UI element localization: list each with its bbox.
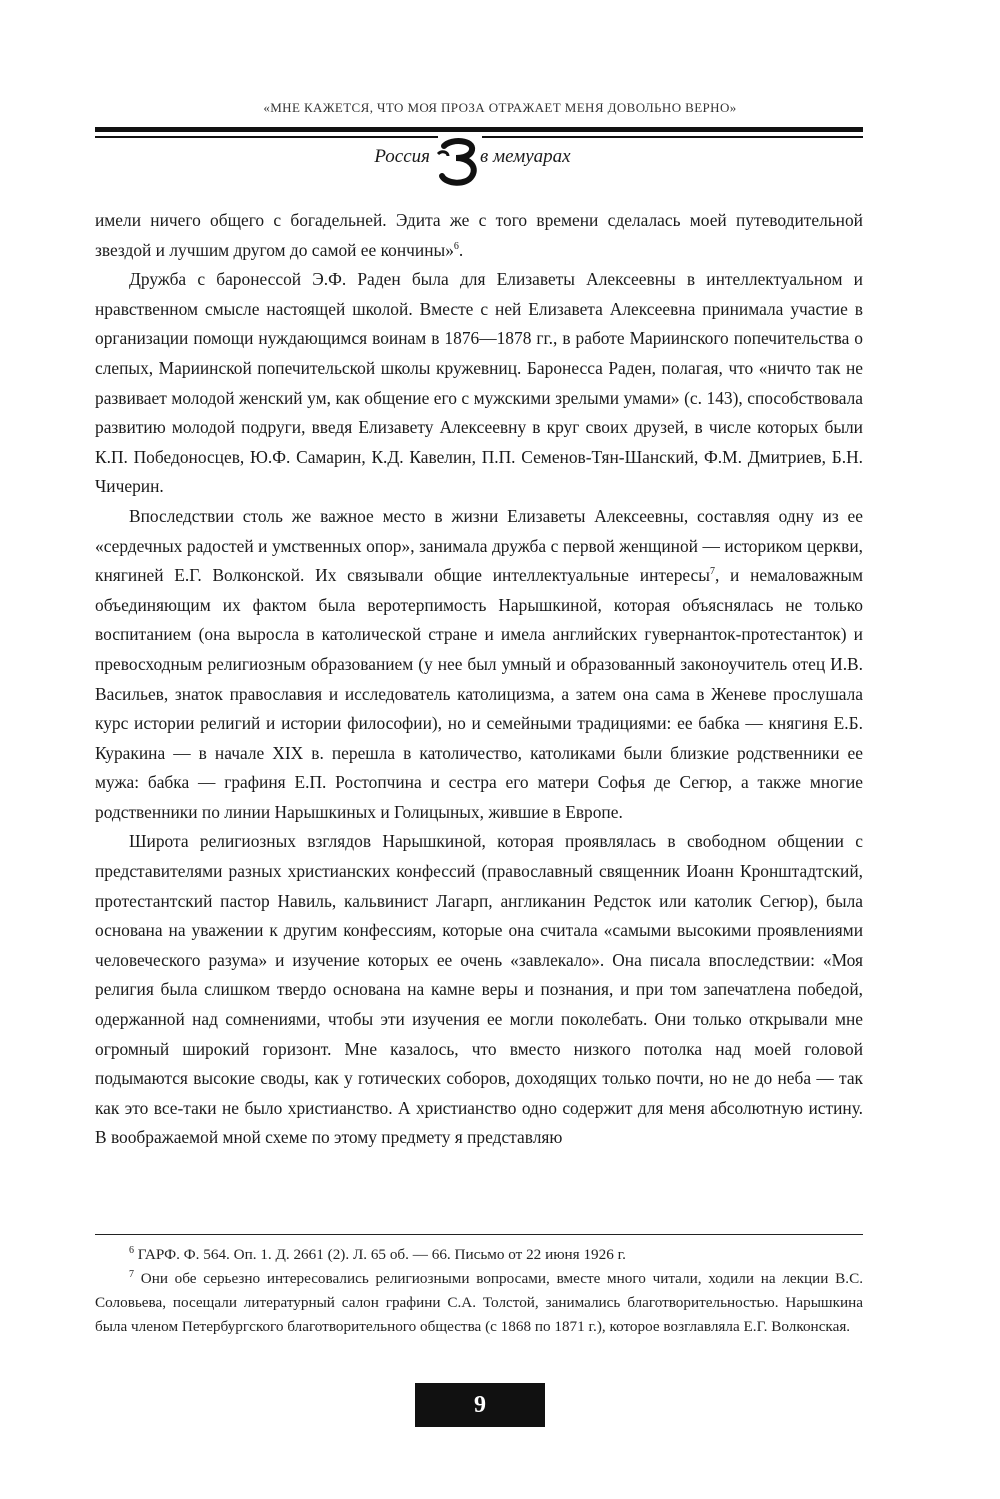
header-rule-thick: [95, 127, 863, 132]
body-text: [95, 206, 863, 1153]
series-title-right: в мемуарах: [480, 146, 571, 167]
footnote-ref-6: 6: [453, 240, 459, 252]
page-number: 9: [415, 1383, 545, 1427]
paragraph-1-text: имели ничего общего с богадельней. Эдита же с того времени сделалась моей путеводительной звездой и лучшим другом до самой ее кончины»: [95, 210, 863, 260]
footnote-ref-7: 7: [709, 566, 715, 578]
footnote-7-mark: 7: [129, 1268, 134, 1280]
series-title-left: Россия: [374, 146, 430, 167]
paragraph-3-text-b: , и немаловажным объединяющим их фактом была веротерпимость Нарышкиной, которая объяснялась не только воспитанием (она выросла в католической стране и имела английских гувернанток-протестанток) и превосходным религиозным образованием (у нее был умный и образованный законоучитель отец И.В. Васильев, знаток православия и исследователь католицизма, а затем она сама в Женеве прослушала курс истории религий и истории философии), но и семейными традициями: ее бабка — княгиня Е.Б. Куракина — в начале XIX в. перешла в католичество, католиками были близкие родственники ее мужа: бабка — графиня Е.П. Ростопчина и сестра его матери Софья де Сегюр, а также многие родственники по линии Нарышкиных и Голицыных, жившие в Европе.: [95, 565, 863, 822]
paragraph-2: Дружба с баронессой Э.Ф. Раден была для Елизаветы Алексеевны в интеллектуальном и нравственном смысле настоящей школой. Вместе с ней Елизавета Алексеевна принимала участие в организации помощи нуждающимся воинам в 1876—1878 гг., в работе Мариинского попечительства о слепых, Мариинской попечительской школы кружевниц. Баронесса Раден, полагая, что «ничто так не развивает молодой женский ум, как общение его с мужскими зрелыми умами» (с. 143), способствовала развитию молодой подруги, введя Елизавету Алексеевну в круг своих друзей, в числе которых были К.П. Победоносцев, Ю.Ф. Самарин, К.Д. Кавелин, П.П. Семенов-Тян-Шанский, Ф.М. Дмитриев, Б.Н. Чичерин.: [95, 269, 863, 497]
footnote-6: [95, 1243, 863, 1267]
footnote-6-text: ГАРФ. Ф. 564. Оп. 1. Д. 2661 (2). Л. 65 об. — 66. Письмо от 22 июня 1926 г.: [134, 1246, 626, 1263]
paragraph-3: [95, 502, 863, 828]
paragraph-3-text-a: Впоследствии столь же важное место в жизни Елизаветы Алексеевны, составляя одну из ее «сердечных радостей и умственных опор», занимала дружба с первой женщиной — историком церкви, княгиней Е.Г. Волконской. Их связывали общие интеллектуальные интересы: [95, 505, 863, 586]
footnote-6-mark: 6: [129, 1244, 134, 1256]
series-title: [0, 140, 1000, 186]
footnotes: [95, 1243, 863, 1339]
footnote-7-text: Они обе серьезно интересовались религиозными вопросами, вместе много читали, ходили на лекции В.С. Соловьева, посещали литературный салон графини С.А. Толстой, занимались благотворительностью. Нарышкина была членом Петербургского благотворительного общества (с 1868 по 1871 г.), которое возглавляла Е.Г. Волконская.: [95, 1270, 863, 1335]
footnote-7: [95, 1267, 863, 1339]
paragraph-4: Широта религиозных взглядов Нарышкиной, которая проявлялась в свободном общении с представителями разных христианских конфессий (православный священник Иоанн Кронштадтский, протестантский пастор Навиль, кальвинист Лагарп, англиканин Редсток или католик Сегюр), была основана на уважении к другим конфессиям, которые она считала «самыми высокими проявлениями человеческого разума» и изучение которых ее очень «завлекало». Она писала впоследствии: «Моя религия была слишком твердо основана на камне веры и познания, и при том запечатлена победой, одержанной над сомнениями, чтобы эти изучения ее могли поколебать. Они только открывали мне огромный широкий горизонт. Мне казалось, что вместо низкого потолка над моей головой подымаются высокие своды, как у готических соборов, доходящих только почти, но не до неба — так как это все-таки не было христианство. А христианство одно содержит для меня абсолютную истину. В воображаемой мной схеме по этому предмету я представляю: [95, 831, 863, 1148]
paragraph-1: [95, 206, 863, 265]
running-head: «МНЕ КАЖЕТСЯ, ЧТО МОЯ ПРОЗА ОТРАЖАЕТ МЕНЯ ДОВОЛЬНО ВЕРНО»: [263, 100, 737, 115]
paragraph-1-end: .: [458, 239, 464, 260]
footnote-rule: [95, 1234, 863, 1235]
